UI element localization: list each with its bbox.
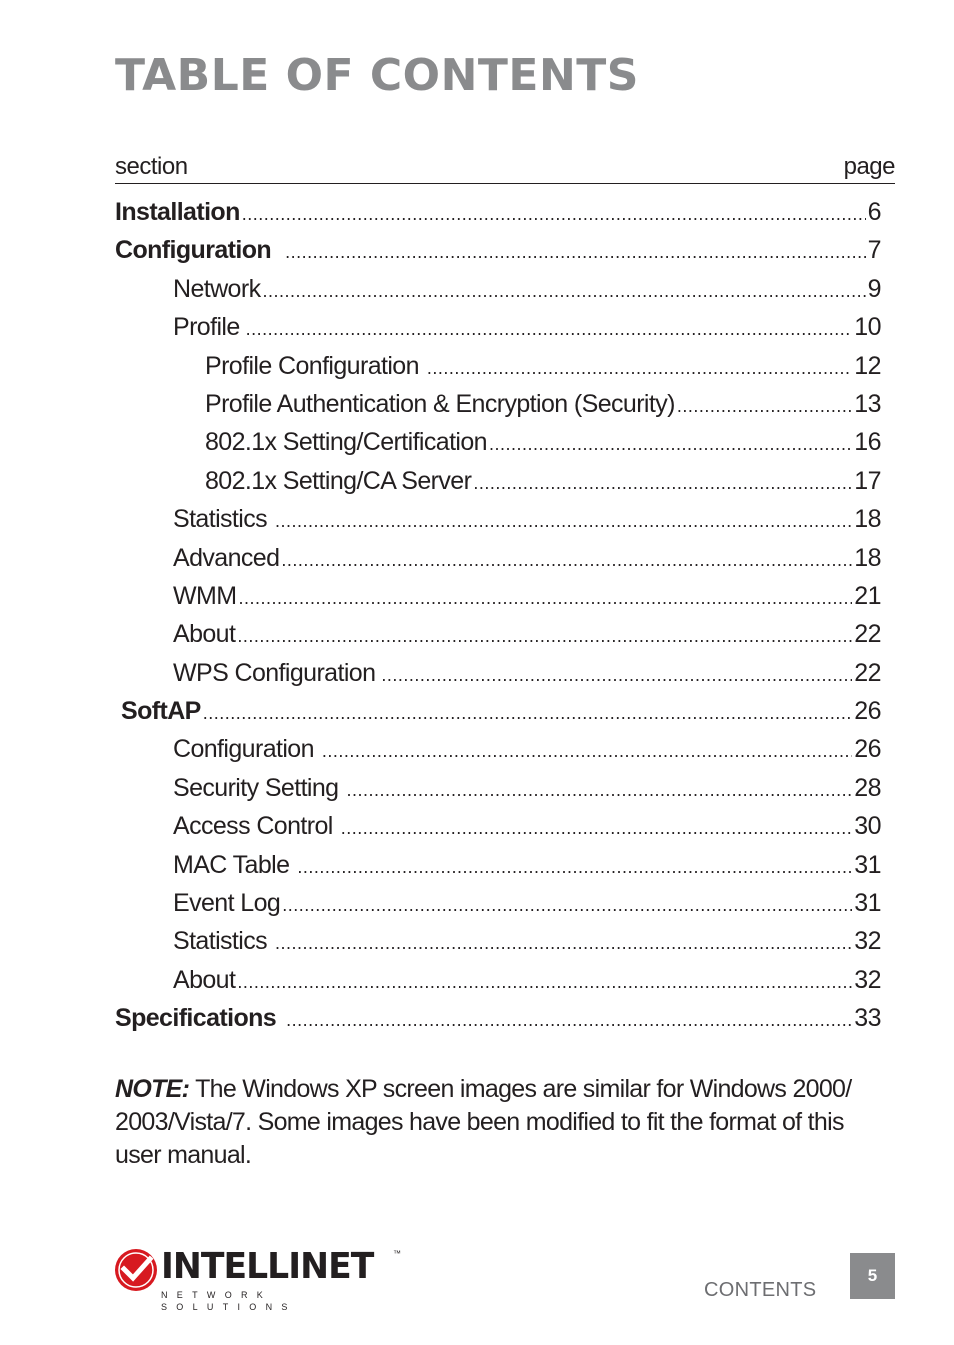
- toc-entry-label: Configuration: [115, 236, 272, 265]
- toc-entry-page: 17: [854, 466, 881, 495]
- toc-entry-page: 22: [854, 620, 881, 649]
- toc-entry[interactable]: [115, 462, 881, 500]
- toc-entry-page: 32: [854, 927, 881, 956]
- toc-entry[interactable]: [115, 884, 881, 922]
- toc-entry-label: WMM: [173, 581, 237, 610]
- toc-entry[interactable]: [115, 807, 881, 845]
- toc-entry-label: 802.1x Setting/CA Server: [205, 466, 472, 495]
- toc-entry[interactable]: [115, 423, 881, 461]
- toc-entry-page: 10: [854, 313, 881, 342]
- toc-entry-page: 22: [854, 658, 881, 687]
- toc-entry-page: 6: [867, 198, 881, 226]
- toc-entry-label: 802.1x Setting/Certification: [205, 428, 487, 457]
- toc-entry[interactable]: [115, 539, 881, 577]
- toc-entry-page: 9: [867, 274, 881, 303]
- toc-entry-label: SoftAP: [121, 697, 201, 726]
- toc-entry-page: 18: [854, 543, 881, 572]
- page-number: 5: [850, 1253, 895, 1299]
- section-column-label: section: [115, 153, 188, 180]
- toc-entry[interactable]: [115, 999, 881, 1037]
- toc-list: [115, 193, 881, 1038]
- footer-section-label: CONTENTS: [704, 1279, 817, 1301]
- trademark-symbol: ™: [393, 1249, 401, 1258]
- toc-entry-page: 13: [854, 389, 881, 418]
- page-column-label: page: [843, 153, 895, 180]
- toc-entry-page: 33: [854, 1004, 881, 1033]
- toc-entry[interactable]: [115, 961, 881, 999]
- toc-entry-label: Advanced: [173, 543, 280, 572]
- toc-entry-label: Event Log: [173, 889, 281, 918]
- toc-entry[interactable]: [115, 193, 881, 231]
- toc-entry[interactable]: [115, 769, 881, 807]
- toc-entry-label: Specifications: [115, 1004, 277, 1033]
- toc-entry-label: Statistics: [173, 927, 268, 956]
- toc-entry[interactable]: [115, 654, 881, 692]
- toc-entry-page: 7: [867, 236, 881, 265]
- toc-entry[interactable]: [115, 347, 881, 385]
- toc-entry[interactable]: [115, 385, 881, 423]
- toc-entry-label: Profile Authentication & Encryption (Security): [205, 389, 675, 418]
- note-label: NOTE:: [115, 1075, 190, 1103]
- toc-entry-page: 26: [854, 735, 881, 764]
- page-title: TABLE OF CONTENTS: [115, 50, 639, 101]
- toc-entry[interactable]: [115, 270, 881, 308]
- toc-entry[interactable]: [115, 922, 881, 960]
- toc-entry-label: Profile Configuration: [205, 351, 419, 380]
- toc-entry-page: 26: [854, 697, 881, 726]
- toc-entry[interactable]: [115, 231, 881, 269]
- toc-entry-label: Profile: [173, 313, 240, 342]
- toc-entry-page: 28: [854, 773, 881, 802]
- toc-entry[interactable]: [115, 692, 881, 730]
- toc-entry-page: 30: [854, 812, 881, 841]
- toc-entry-label: Configuration: [173, 735, 314, 764]
- toc-entry-label: Statistics: [173, 505, 268, 534]
- toc-entry-page: 31: [854, 850, 881, 879]
- toc-entry[interactable]: [115, 308, 881, 346]
- toc-entry-page: 16: [854, 428, 881, 457]
- intellinet-logo: [113, 1246, 403, 1312]
- toc-entry[interactable]: [115, 577, 881, 615]
- toc-entry-label: WPS Configuration: [173, 658, 376, 687]
- toc-entry-page: 32: [854, 965, 881, 994]
- toc-entry-page: 21: [854, 581, 881, 610]
- toc-entry-label: Access Control: [173, 812, 333, 841]
- check-mark-icon: [113, 1247, 159, 1293]
- logo-wordmark: INTELLINET: [161, 1246, 374, 1287]
- toc-entry[interactable]: [115, 730, 881, 768]
- toc-entry-label: Network: [173, 274, 261, 303]
- logo-tagline: NETWORK SOLUTIONS: [161, 1290, 297, 1312]
- toc-entry-label: Security Setting: [173, 773, 339, 802]
- note-text: The Windows XP screen images are similar for Windows 2000/ 2003/Vista/7. Some images have been modified to fit the format of this user manual.: [115, 1075, 852, 1169]
- note-paragraph: [115, 1073, 895, 1172]
- toc-entry-label: About: [173, 620, 236, 649]
- toc-entry-page: 12: [854, 351, 881, 380]
- toc-entry-page: 31: [854, 889, 881, 918]
- toc-entry-label: Installation: [115, 198, 240, 226]
- toc-entry-page: 18: [854, 505, 881, 534]
- toc-entry[interactable]: [115, 500, 881, 538]
- toc-entry[interactable]: [115, 615, 881, 653]
- toc-entry-label: About: [173, 965, 236, 994]
- toc-header: [115, 150, 895, 184]
- toc-entry[interactable]: [115, 846, 881, 884]
- toc-entry-label: MAC Table: [173, 850, 290, 879]
